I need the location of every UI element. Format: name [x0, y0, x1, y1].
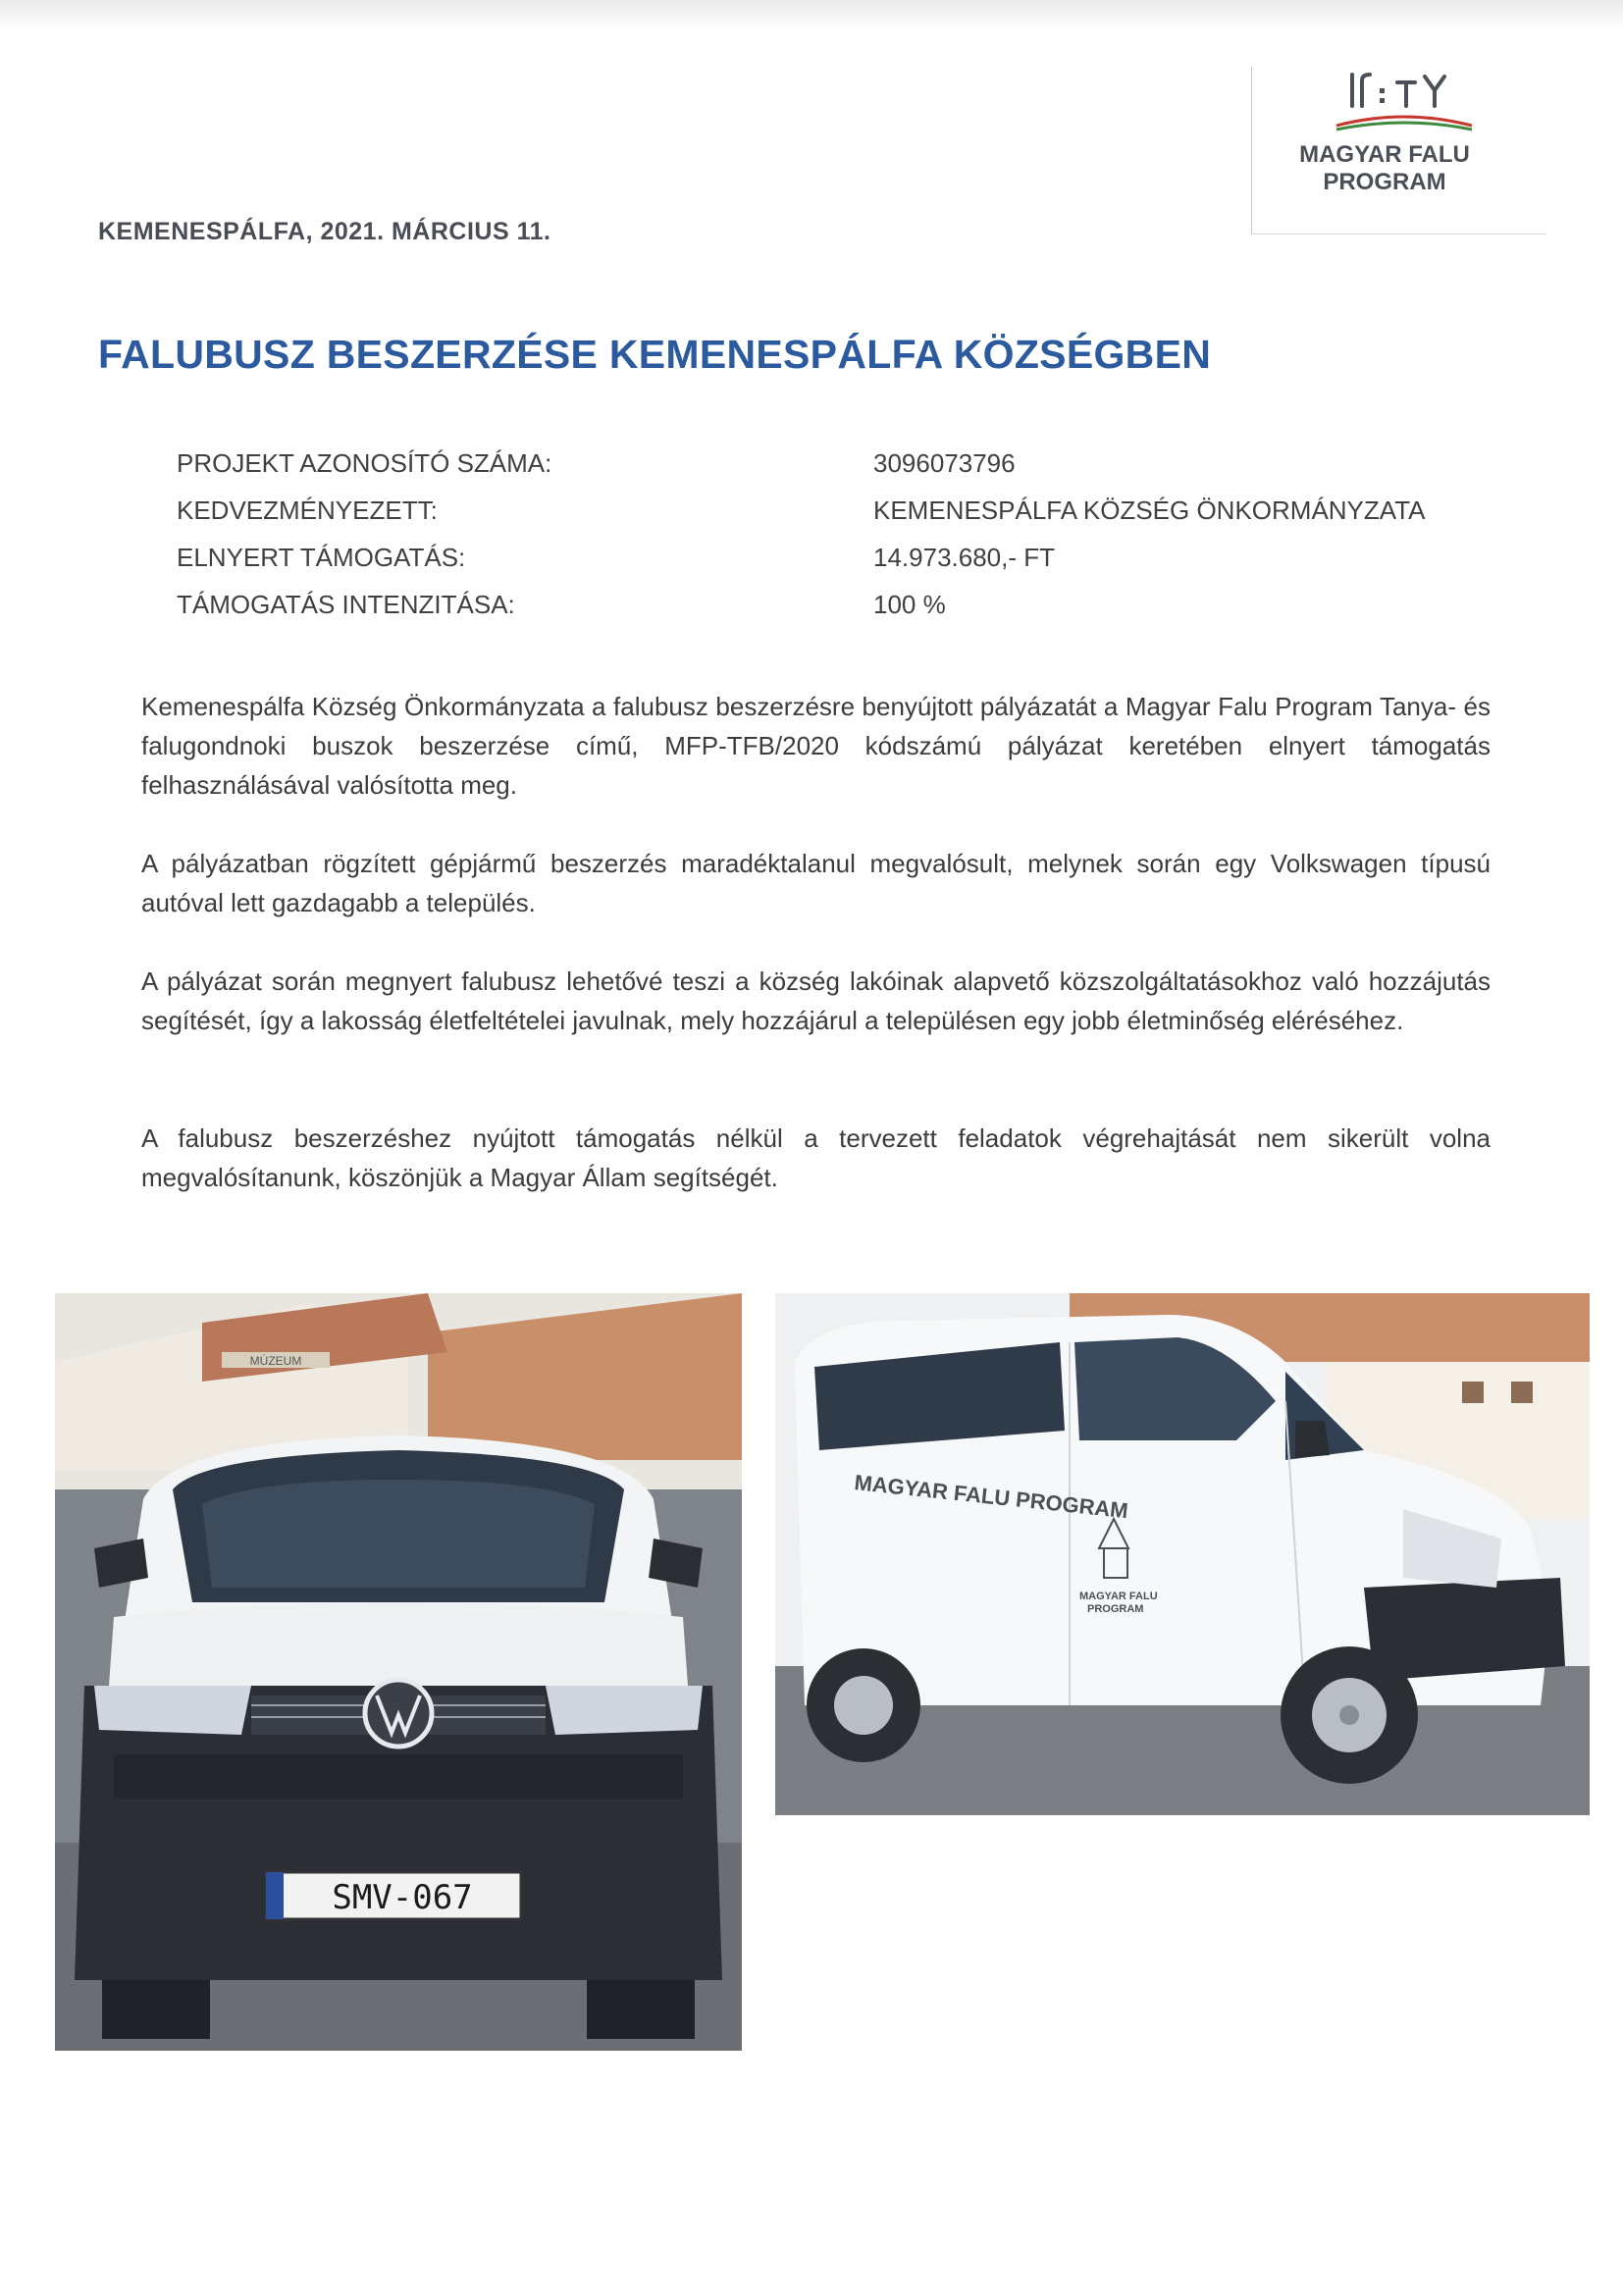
- van-decal-text: MAGYAR FALU PROGRAM: [853, 1470, 1129, 1524]
- van-badge-line1: MAGYAR FALU: [1079, 1591, 1158, 1602]
- project-info-table: [177, 440, 1501, 628]
- info-row-intensity: [177, 581, 1501, 628]
- logo-text-line1: MAGYAR FALU: [1299, 141, 1470, 168]
- van-badge-line2: PROGRAM: [1087, 1603, 1144, 1615]
- info-label: KEDVEZMÉNYEZETT:: [177, 495, 438, 525]
- paragraph-3: A pályázat során megnyert falubusz lehetővé teszi a község lakóinak alapvető közszolgáltatásokhoz való hozzájutás segítését, így a lakosság életfeltételei javulnak, mely hozzájárul a településen egy jobb életminőség eléréséhez.: [141, 966, 1491, 1035]
- info-row-project-id: [177, 440, 1501, 487]
- paragraph-2: A pályázatban rögzített gépjármű beszerzés maradéktalanul megvalósult, melynek során egy Volkswagen típusú autóval lett gazdagabb a település.: [141, 849, 1491, 917]
- logo-text-line2: PROGRAM: [1323, 169, 1446, 195]
- logo-box: [1251, 67, 1546, 235]
- museum-sign: MÚZEUM: [249, 1354, 302, 1368]
- info-value: 3096073796: [873, 447, 1016, 478]
- info-label: ELNYERT TÁMOGATÁS:: [177, 542, 466, 572]
- scan-edge: [0, 0, 1623, 29]
- license-plate: SMV-067: [332, 1878, 473, 1917]
- magyar-falu-program-logo: [1331, 67, 1478, 148]
- info-label: TÁMOGATÁS INTENZITÁSA:: [177, 589, 515, 619]
- info-label: PROJEKT AZONOSÍTÓ SZÁMA:: [177, 447, 552, 478]
- van-front-photo: [55, 1293, 742, 2051]
- info-row-beneficiary: [177, 487, 1501, 534]
- van-side-photo: [775, 1293, 1590, 1815]
- info-value: KEMENESPÁLFA KÖZSÉG ÖNKORMÁNYZATA: [873, 495, 1426, 525]
- info-row-grant: [177, 534, 1501, 581]
- logo-text: [1252, 141, 1517, 196]
- info-value: 100 %: [873, 589, 946, 619]
- paragraph-4: A falubusz beszerzéshez nyújtott támogatás nélkül a tervezett feladatok végrehajtását nem sikerült volna megvalósítanunk, köszönjük a Magyar Állam segítségét.: [141, 1123, 1491, 1192]
- paragraph-1: Kemenespálfa Község Önkormányzata a falubusz beszerzésre benyújtott pályázatát a Magyar Falu Program Tanya- és falugondnoki buszok beszerzése című, MFP-TFB/2020 kódszámú pályázat keretében elnyert támogatás felhasználásával valósította meg.: [141, 692, 1491, 800]
- info-value: 14.973.680,- FT: [873, 542, 1055, 572]
- dateline: KEMENESPÁLFA, 2021. MÁRCIUS 11.: [98, 218, 551, 245]
- page-title: FALUBUSZ BESZERZÉSE KEMENESPÁLFA KÖZSÉGBEN: [98, 332, 1212, 377]
